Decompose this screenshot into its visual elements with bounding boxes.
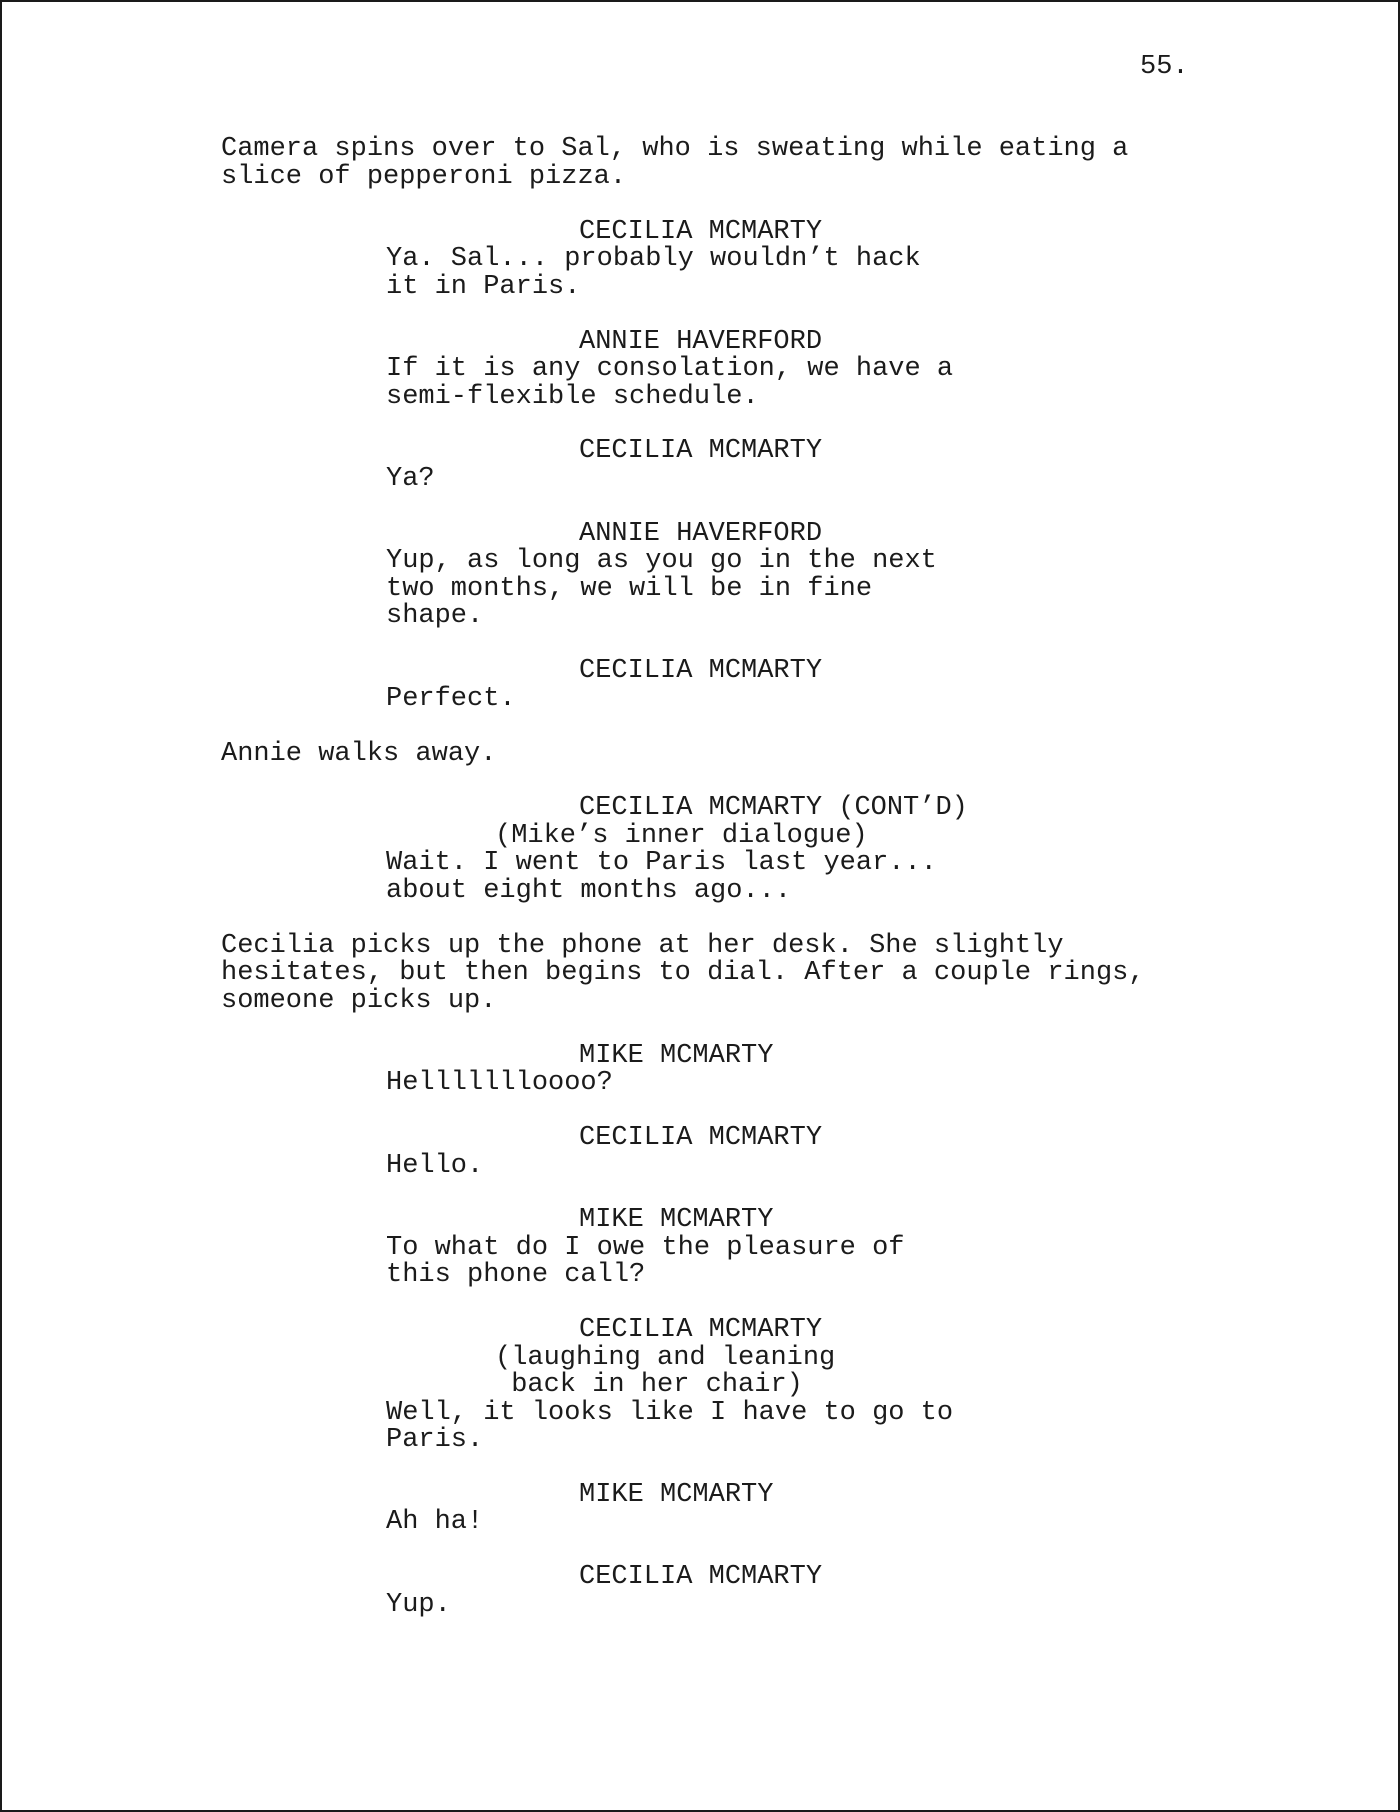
- dialogue-line: semi-flexible schedule.: [386, 382, 759, 412]
- parenthetical-line: (laughing and leaning: [495, 1343, 836, 1373]
- action-line: slice of pepperoni pizza.: [221, 162, 627, 192]
- character-cue: CECILIA MCMARTY: [579, 1123, 823, 1153]
- dialogue-line: two months, we will be in fine: [386, 574, 873, 604]
- character-cue: CECILIA MCMARTY: [579, 656, 823, 686]
- character-cue: CECILIA MCMARTY: [579, 1315, 823, 1345]
- dialogue-line: this phone call?: [386, 1260, 646, 1290]
- parenthetical-line: back in her chair): [495, 1370, 803, 1400]
- dialogue-line: Hellllllloooo?: [386, 1068, 613, 1098]
- character-cue: MIKE MCMARTY: [579, 1480, 774, 1510]
- character-cue: CECILIA MCMARTY (CONT’D): [579, 793, 968, 823]
- dialogue-line: Yup.: [386, 1590, 451, 1620]
- dialogue-line: Wait. I went to Paris last year...: [386, 848, 937, 878]
- dialogue-line: Ah ha!: [386, 1507, 484, 1537]
- dialogue-line: Yup, as long as you go in the next: [386, 546, 937, 576]
- dialogue-line: shape.: [386, 601, 484, 631]
- dialogue-line: it in Paris.: [386, 272, 581, 302]
- dialogue-line: Ya. Sal... probably wouldn’t hack: [386, 244, 921, 274]
- page-number: 55.: [1140, 52, 1189, 82]
- character-cue: CECILIA MCMARTY: [579, 217, 823, 247]
- action-line: someone picks up.: [221, 986, 497, 1016]
- action-line: hesitates, but then begins to dial. After a couple rings,: [221, 958, 1145, 988]
- dialogue-line: To what do I owe the pleasure of: [386, 1233, 905, 1263]
- dialogue-line: Hello.: [386, 1151, 484, 1181]
- character-cue: CECILIA MCMARTY: [579, 1562, 823, 1592]
- dialogue-line: Perfect.: [386, 684, 516, 714]
- action-line: Camera spins over to Sal, who is sweating while eating a: [221, 134, 1129, 164]
- character-cue: MIKE MCMARTY: [579, 1041, 774, 1071]
- dialogue-line: Ya?: [386, 464, 435, 494]
- dialogue-line: If it is any consolation, we have a: [386, 354, 954, 384]
- character-cue: ANNIE HAVERFORD: [579, 327, 823, 357]
- character-cue: ANNIE HAVERFORD: [579, 519, 823, 549]
- dialogue-line: Well, it looks like I have to go to: [386, 1398, 954, 1428]
- parenthetical-line: (Mike’s inner dialogue): [495, 821, 868, 851]
- action-line: Annie walks away.: [221, 739, 497, 769]
- character-cue: CECILIA MCMARTY: [579, 436, 823, 466]
- dialogue-line: Paris.: [386, 1425, 484, 1455]
- dialogue-line: about eight months ago...: [386, 876, 792, 906]
- action-line: Cecilia picks up the phone at her desk. She slightly: [221, 931, 1064, 961]
- character-cue: MIKE MCMARTY: [579, 1205, 774, 1235]
